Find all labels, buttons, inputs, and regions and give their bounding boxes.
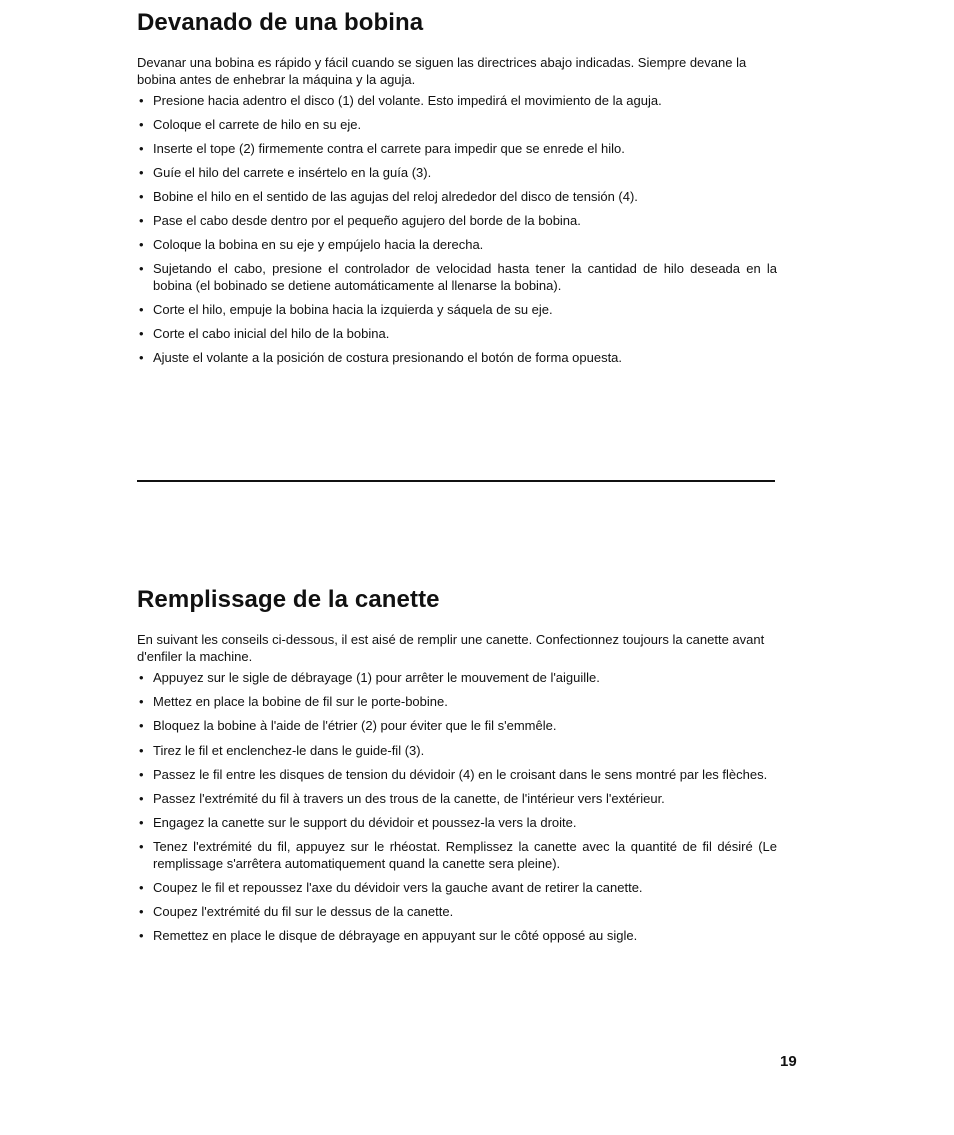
bullet-icon: • — [139, 670, 144, 685]
bullet-icon: • — [139, 117, 144, 132]
bullet-icon: • — [139, 839, 144, 855]
spanish-section — [137, 8, 777, 374]
french-step — [137, 791, 777, 808]
bullet-icon: • — [139, 349, 144, 365]
bullet-icon: • — [139, 189, 144, 204]
section-divider — [137, 480, 775, 482]
french-step — [137, 694, 777, 711]
bullet-icon: • — [139, 718, 144, 734]
bullet-icon: • — [139, 141, 144, 156]
spanish-step — [137, 302, 777, 319]
french-step — [137, 928, 777, 945]
french-step — [137, 743, 777, 760]
french-step-text: Tirez le fil et enclenchez-le dans le guide-fil (3). — [153, 742, 425, 758]
spanish-step-text: Corte el cabo inicial del hilo de la bobina. — [153, 325, 390, 341]
french-steps-list — [137, 670, 777, 945]
french-step — [137, 670, 777, 687]
french-step — [137, 815, 777, 832]
french-step-text: Passez l'extrémité du fil à travers un des trous de la canette, de l'intérieur vers l'extérieur. — [153, 790, 665, 806]
spanish-step — [137, 261, 777, 294]
spanish-step-text: Coloque el carrete de hilo en su eje. — [153, 117, 362, 132]
spanish-step — [137, 237, 777, 254]
spanish-step-text: Presione hacia adentro el disco (1) del volante. Esto impedirá el movimiento de la aguja. — [153, 93, 662, 108]
french-step — [137, 718, 777, 735]
spanish-step-text: Guíe el hilo del carrete e insértelo en la guía (3). — [153, 165, 432, 180]
french-step-text: Tenez l'extrémité du fil, appuyez sur le rhéostat. Remplissez la canette avec la quantité de fil désiré (Le remplissage s'arrêtera automatiquement quand la canette sera pleine). — [153, 839, 777, 871]
french-step-text: Coupez le fil et repoussez l'axe du dévidoir vers la gauche avant de retirer la canette. — [153, 880, 643, 895]
spanish-step-text: Bobine el hilo en el sentido de las agujas del reloj alrededor del disco de tensión (4). — [153, 189, 638, 204]
spanish-step-text: Corte el hilo, empuje la bobina hacia la izquierda y sáquela de su eje. — [153, 301, 553, 317]
spanish-title: Devanado de una bobina — [137, 9, 424, 36]
spanish-step-text: Pase el cabo desde dentro por el pequeño agujero del borde de la bobina. — [153, 213, 581, 228]
bullet-icon: • — [139, 261, 144, 276]
spanish-step-text: Coloque la bobina en su eje y empújelo hacia la derecha. — [153, 237, 484, 252]
spanish-step — [137, 141, 777, 158]
bullet-icon: • — [139, 766, 144, 782]
spanish-step — [137, 93, 777, 110]
bullet-icon: • — [139, 237, 144, 252]
french-step-text: Remettez en place le disque de débrayage en appuyant sur le côté opposé au sigle. — [153, 928, 638, 944]
french-step-text: Mettez en place la bobine de fil sur le porte-bobine. — [153, 694, 448, 710]
french-step-text: Passez le fil entre les disques de tension du dévidoir (4) en le croisant dans le sens montré par les flèches. — [153, 766, 768, 782]
french-step — [137, 904, 777, 921]
french-section — [137, 585, 777, 953]
french-title: Remplissage de la canette — [137, 586, 440, 613]
bullet-icon: • — [139, 93, 144, 108]
spanish-step-text: Inserte el tope (2) firmemente contra el carrete para impedir que se enrede el hilo. — [153, 141, 625, 156]
spanish-intro: Devanar una bobina es rápido y fácil cuando se siguen las directrices abajo indicadas. Siempre devane la bobina antes de enhebrar la máquina y la aguja. — [137, 55, 747, 87]
bullet-icon: • — [139, 880, 144, 895]
french-step-text: Appuyez sur le sigle de débrayage (1) pour arrêter le mouvement de l'aiguille. — [153, 670, 600, 685]
bullet-icon: • — [139, 213, 144, 228]
bullet-icon: • — [139, 301, 144, 317]
spanish-step-text: Ajuste el volante a la posición de costura presionando el botón de forma opuesta. — [153, 349, 623, 365]
french-step-text: Coupez l'extrémité du fil sur le dessus de la canette. — [153, 904, 454, 920]
spanish-step — [137, 117, 777, 134]
spanish-step — [137, 350, 777, 367]
french-intro: En suivant les conseils ci-dessous, il est aisé de remplir une canette. Confectionnez toujours la canette avant d'enfiler la machine. — [137, 632, 765, 664]
page-number: 19 — [780, 1053, 797, 1070]
bullet-icon: • — [139, 165, 144, 180]
bullet-icon: • — [139, 742, 144, 758]
spanish-step — [137, 189, 777, 206]
spanish-step — [137, 326, 777, 343]
spanish-steps-list — [137, 93, 777, 366]
french-step — [137, 767, 777, 784]
french-step-text: Engagez la canette sur le support du dévidoir et poussez-la vers la droite. — [153, 815, 577, 831]
french-step — [137, 880, 777, 897]
spanish-step — [137, 213, 777, 230]
bullet-icon: • — [139, 815, 144, 831]
french-step — [137, 839, 777, 872]
bullet-icon: • — [139, 694, 144, 710]
bullet-icon: • — [139, 790, 144, 806]
bullet-icon: • — [139, 325, 144, 341]
spanish-step — [137, 165, 777, 182]
french-step-text: Bloquez la bobine à l'aide de l'étrier (2) pour éviter que le fil s'emmêle. — [153, 718, 557, 734]
bullet-icon: • — [139, 904, 144, 920]
spanish-step-text: Sujetando el cabo, presione el controlador de velocidad hasta tener la cantidad de hilo deseada en la bobina (el bobinado se detiene automáticamente al llenarse la bobina). — [153, 261, 777, 293]
bullet-icon: • — [139, 928, 144, 944]
